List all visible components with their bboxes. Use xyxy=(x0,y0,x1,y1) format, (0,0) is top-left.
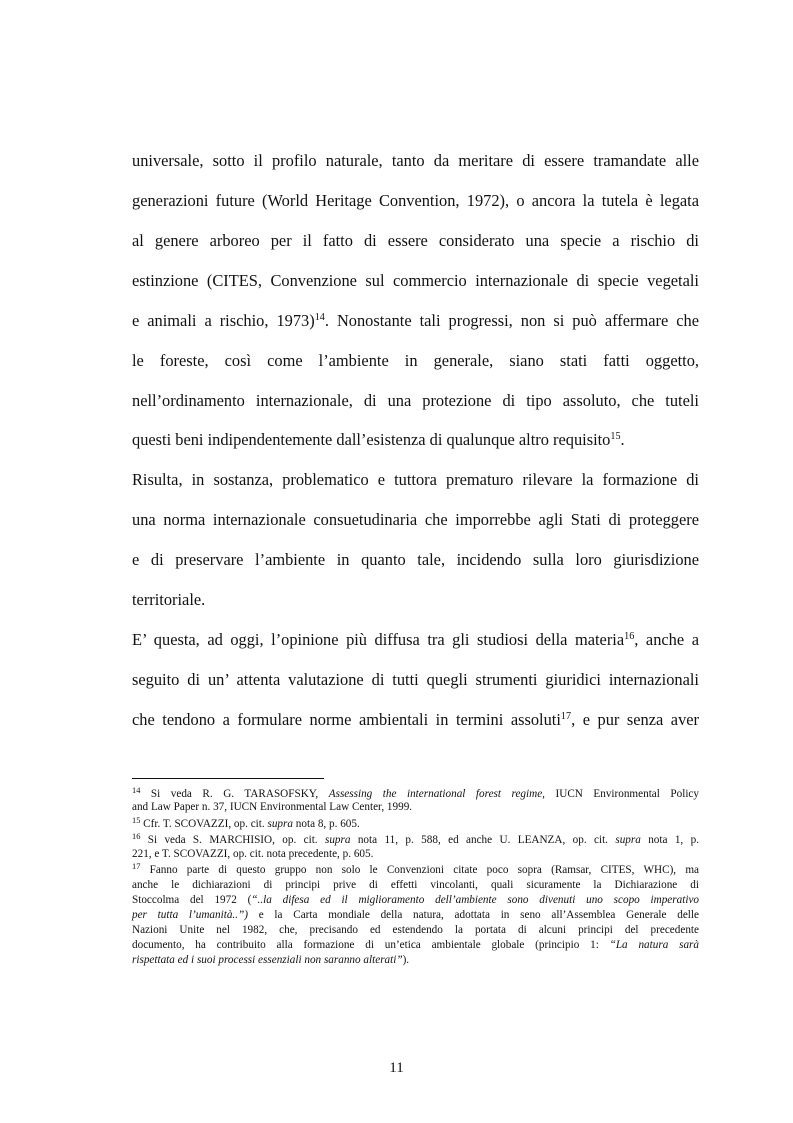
footnote-17-line-1 xyxy=(132,861,699,877)
footnote-number: 15 xyxy=(132,815,141,825)
body-line-8 xyxy=(132,430,699,450)
footnote-separator xyxy=(132,778,324,779)
footnote-16-line-2: 221, e T. SCOVAZZI, op. cit. nota precedente, p. 605. xyxy=(132,848,374,860)
footnote-quote: per tutta l’umanità..”) xyxy=(132,909,248,921)
body-line-7: nell’ordinamento internazionale, di una protezione di tipo assoluto, che tuteli xyxy=(132,391,699,410)
body-line-13 xyxy=(132,630,699,650)
footnote-number: 16 xyxy=(132,831,141,841)
footnote-14-line-1 xyxy=(132,785,699,801)
footnote-16-line-1 xyxy=(132,831,699,847)
footnote-text: Si veda R. G. TARASOFSKY, xyxy=(140,788,329,800)
footnote-number: 17 xyxy=(132,861,141,871)
footnote-ref-14[interactable]: 14 xyxy=(314,311,325,323)
footnote-text: documento, ha contribuito alla formazione di un’etica ambientale globale (principio 1: xyxy=(132,939,610,951)
footnote-text: IUCN Environmental Policy xyxy=(544,788,699,800)
footnote-text: Si veda S. MARCHISIO, op. cit. xyxy=(140,834,325,846)
body-text: , e pur senza aver xyxy=(571,710,700,729)
footnote-text: nota 1, p. xyxy=(640,834,699,846)
body-line-11: e di preservare l’ambiente in quanto tale, incidendo sulla loro giurisdizione xyxy=(132,550,699,569)
body-line-6: le foreste, così come l’ambiente in generale, siano stati fatti oggetto, xyxy=(132,351,699,370)
footnote-emphasis: supra xyxy=(324,834,351,846)
footnote-emphasis: supra xyxy=(615,834,641,846)
footnote-number: 14 xyxy=(132,785,141,795)
footnote-text: nota 11, p. 588, ed anche U. LEANZA, op. cit. xyxy=(350,834,616,846)
footnote-17-line-5: Nazioni Unite nel 1982, che, precisando ed estendendo la portata di alcuni principi del precedente xyxy=(132,924,699,936)
footnote-quote: “La natura sarà xyxy=(609,939,699,951)
footnote-17-line-4 xyxy=(132,909,699,922)
footnote-emphasis: supra xyxy=(267,818,293,830)
footnote-14-line-2: and Law Paper n. 37, IUCN Environmental Law Center, 1999. xyxy=(132,801,413,813)
body-line-9: Risulta, in sostanza, problematico e tuttora prematuro rilevare la formazione di xyxy=(132,470,699,489)
footnote-ref-15[interactable]: 15 xyxy=(610,430,621,442)
footnote-quote: “..la difesa ed il miglioramento dell’ambiente sono divenuti uno scopo imperativo xyxy=(251,894,699,906)
body-text: . Nonostante tali progressi, non si può affermare che xyxy=(324,311,700,330)
body-text: . xyxy=(620,430,625,449)
body-line-1: universale, sotto il profilo naturale, tanto da meritare di essere tramandate alle xyxy=(132,151,699,170)
footnote-15 xyxy=(132,815,699,831)
body-text: questi beni indipendentemente dall’esistenza di qualunque altro requisito xyxy=(132,430,611,449)
footnote-text: Cfr. T. SCOVAZZI, op. cit. xyxy=(140,818,268,830)
body-line-14: seguito di un’ attenta valutazione di tutti quegli strumenti giuridici internazionali xyxy=(132,670,699,689)
footnote-17-line-2: anche le dichiarazioni di principi prive di effetti vincolanti, quali sicuramente la Dichiarazione di xyxy=(132,879,699,891)
footnote-17-line-3 xyxy=(132,894,699,907)
body-text: che tendono a formulare norme ambientali in termini assoluti xyxy=(132,710,561,729)
body-line-3: al genere arboreo per il fatto di essere considerato una specie a rischio di xyxy=(132,231,699,250)
body-text: E’ questa, ad oggi, l’opinione più diffusa tra gli studiosi della materia xyxy=(132,630,625,649)
footnote-text: ). xyxy=(402,954,410,966)
footnote-text: Fanno parte di questo gruppo non solo le Convenzioni citate poco sopra (Ramsar, CITES, WHC), ma xyxy=(140,864,699,876)
footnote-ref-16[interactable]: 16 xyxy=(624,630,635,642)
body-line-4: estinzione (CITES, Convenzione sul commercio internazionale di specie vegetali xyxy=(132,271,699,290)
footnote-text: Stoccolma del 1972 ( xyxy=(132,894,252,906)
page-number: 11 xyxy=(389,1060,404,1076)
body-line-2: generazioni future (World Heritage Convention, 1972), o ancora la tutela è legata xyxy=(132,191,699,210)
body-line-5 xyxy=(132,311,699,331)
body-text: e animali a rischio, 1973) xyxy=(132,311,315,330)
body-line-10: una norma internazionale consuetudinaria che imporrebbe agli Stati di proteggere xyxy=(132,510,699,529)
footnote-quote: rispettata ed i suoi processi essenziali non saranno alterati” xyxy=(132,954,403,966)
body-line-12: territoriale. xyxy=(132,590,206,609)
body-text: , anche a xyxy=(634,630,699,649)
footnote-title: Assessing the international forest regime, xyxy=(328,788,545,800)
body-line-15 xyxy=(132,710,699,730)
footnote-17-line-6 xyxy=(132,939,699,952)
footnote-ref-17[interactable]: 17 xyxy=(560,710,572,722)
footnote-text: nota 8, p. 605. xyxy=(292,818,360,830)
footnote-text: e la Carta mondiale della natura, adottata in seno all’Assemblea Generale delle xyxy=(247,909,699,921)
footnote-17-line-7 xyxy=(132,954,699,967)
